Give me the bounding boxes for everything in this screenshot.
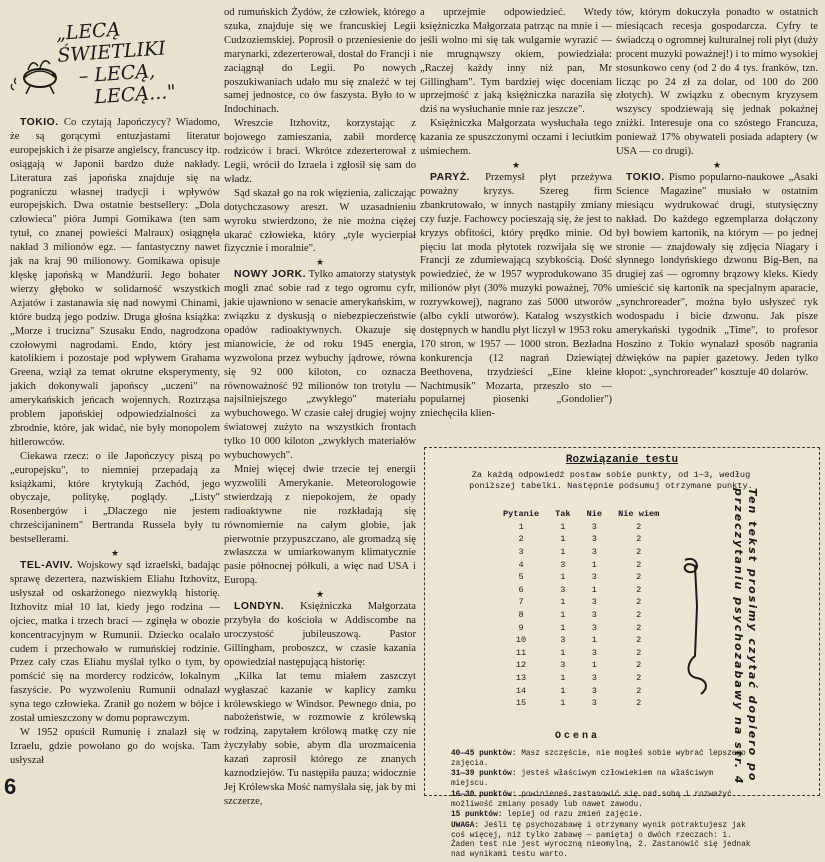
ocena-text: Jeśli tę psychozabawę i otrzymany wynik potraktujesz jak coś więcej, niż tylko zabawę — pamiętaj o dwóch rzeczach: 1. Żaden test nie jest wyroczną nieomylną, 2. Zastanowić się jednak nad wynikami testu warto. (451, 821, 751, 860)
title-line-1: „LECĄ ŚWIETLIKI (55, 18, 167, 67)
paragraph-text: Księżniczka Małgorzata przybyła do kościoła w Addiscombe na uroczystość jubileuszową. Pastor Gillingham, proboszcz, w czasie kazania opowiedział następującą historię: (224, 601, 416, 668)
dateline: TOKIO. (20, 117, 59, 128)
table-row (495, 571, 667, 584)
table-row (495, 521, 667, 534)
table-cell: 2 (636, 597, 642, 608)
article-paragraph (420, 117, 612, 159)
table-header-row (495, 508, 667, 521)
table-cell: 14 (515, 685, 527, 696)
paragraph-text: „Kilka lat temu miałem zaszczyt wygłaszać kazanie w kaplicy zamku królewskiego w Windsor. Pewnego dnia, po nabożeństwie, w rozmowie z królewską rodziną, zapytałem królową matkę czy nie życzyłaby sobie, abym dla urozmaicenia kazań zaprosił którego ze znanych kaznodziejów. Tu następiła pauza; widocznie Jej Królewska Mość namyślała się, jak by mi szczerze, (224, 670, 416, 807)
paragraph-text: Przemysł płyt przeżywa poważny kryzys. Szereg firm zbankrutowało, w innych nastąpiły zmiany czy fuzje. Fachowcy pocieszają się, że jest to kryzys obfitości, który prędko minie. Od pięciu lat moda płytotek rozwijała się we Francji ze zdumiewającą szybkością. Dość powiedzieć, że w 1957 wyprodukowano 35 milionów płyt (30% muzyki poważnej, 70% rozrywkowej), nagrano zaś 5000 utworów (albo cykli utworów). Katalog wszystkich dostępnych w handlu płyt liczył w 1953 roku 170 stron, w 1957 — 1000 stron. Bezładna konkurencja (12 nagrań Dziewiątej Beethovena, trzydzieści „Eine kleine Nachtmusik" Mozarta, przeszło sto — popularnej piosenki „Gondolier") zniechęciła klien- (420, 171, 612, 420)
article-paragraph (224, 463, 416, 588)
table-row (495, 533, 667, 546)
paragraph-text: Wreszcie Itzhovitz, korzystając z bojowego zamieszania, zabił mordercę rodziców i braci. Wkrótce zdezerterował z Legii, wrócił do Izraela i zgłosił się sam do władz. (224, 118, 416, 185)
table-cell: 4 (518, 559, 524, 570)
column-4 (616, 6, 818, 446)
ocena-item (451, 750, 751, 769)
quiz-intro: Za każdą odpowiedź postaw sobie punkty, od 1—3, według poniższej tabelki. Następnie podsumuj otrzymane punkty. (469, 470, 753, 491)
separator-star: ★ (712, 159, 722, 170)
table-cell: 9 (518, 622, 524, 633)
table-cell: 1 (560, 547, 566, 558)
article-paragraph (10, 450, 220, 547)
table-cell: 2 (636, 610, 642, 621)
table-cell: 10 (515, 635, 527, 646)
table-cell: 5 (518, 572, 524, 583)
article-paragraph (616, 171, 818, 380)
article-paragraph (224, 670, 416, 809)
article-paragraph (224, 187, 416, 257)
table-cell: 1 (518, 521, 524, 532)
ocena-title: Ocena (555, 731, 601, 742)
article-paragraph (420, 6, 612, 117)
table-cell: 1 (560, 622, 566, 633)
paragraph-text: a uprzejmie odpowiedzieć. Wtedy księżniczka Małgorzata patrząc na mnie i — jeśli wolno mi się tak wulgarnie wyrazić — nie mrugnąwszy okiem, powiedziała: „Raczej każdy inny niż pan, Mr Gillingham". Tym bardziej więc doceniam uprzejmość z jaką księżniczka naraziła się dziś na wysłuchanie mnie raz jeszcze". (420, 7, 612, 116)
table-cell: 7 (518, 597, 524, 608)
table-row (495, 659, 667, 672)
column-3 (420, 6, 612, 444)
article-paragraph (420, 171, 612, 421)
ocena-item (451, 822, 751, 861)
article-paragraph (10, 116, 220, 450)
article-paragraph (616, 6, 818, 159)
table-cell: 2 (636, 635, 642, 646)
article-paragraph (224, 117, 416, 187)
ocena-text: jesteś właściwym człowiekiem na właściwym miejscu. (451, 770, 714, 789)
table-cell: 1 (560, 647, 566, 658)
table-cell: 3 (591, 521, 597, 532)
table-cell: 13 (515, 673, 527, 684)
separator-star: ★ (315, 589, 325, 600)
table-cell: 2 (636, 660, 642, 671)
table-cell: 3 (591, 673, 597, 684)
column-header: Pytanie (503, 509, 540, 520)
table-row (495, 647, 667, 660)
table-cell: 1 (560, 597, 566, 608)
paragraph-text: Tylko amatorzy statystyk mogli znać sobie rad z tego ogromu cyfr, jakie ujawniono w senacie amerykańskim, w związku z dyskusją o niebezpieczeństwie opadów radioaktywnych. Okazuje się mianowicie, że od roku 1945 energia, wyzwolona przez wybuchy jądrowe, równa się 92 000 kiloton, co oznacza równoważność 92 milionów ton trotylu — najsilniejszego „zwykłego" materiału wybuchowego. W czasie całej drugiej wojny światowej zużyto na wszystkich frontach tylko 10 000 kiloton „zwykłych materiałów wybuchowych". (224, 269, 416, 462)
dateline: PARYŻ. (430, 171, 470, 183)
article-paragraph (10, 559, 220, 726)
dateline: TOKIO. (626, 171, 665, 183)
column-2 (224, 6, 416, 807)
title-line-3: LECĄ..." (93, 80, 177, 109)
table-cell: 1 (560, 698, 566, 709)
ocena-range: 15 punktów: (451, 811, 503, 820)
ocena-range: 16—30 punktów: (451, 790, 517, 799)
table-cell: 3 (591, 534, 597, 545)
table-row (495, 634, 667, 647)
ocena-range: UWAGA: (451, 821, 480, 830)
table-cell: 3 (560, 559, 566, 570)
table-cell: 2 (636, 572, 642, 583)
page-number: 6 (4, 774, 17, 799)
table-row (495, 621, 667, 634)
squiggle-drawing (677, 552, 707, 702)
paragraph-text: Sąd skazał go na rok więzienia, zaliczając dotychczasowy areszt. W uzasadnieniu wyroku stwierdzono, że nie można ciężej ukarać człowieka, który „tyle wycierpiał fizycznie i moralnie". (224, 187, 416, 255)
quiz-title: Rozwiązanie testu (565, 454, 679, 466)
table-cell: 3 (591, 622, 597, 633)
ocena-item (451, 791, 751, 810)
table-cell: 8 (518, 610, 524, 621)
paragraph-text: Księżniczka Małgorzata wysłuchała tego kazania ze spuszczonymi oczami i leciutkim uśmiechem. (420, 118, 612, 158)
column-header: Tak (555, 509, 571, 520)
article-paragraph (224, 268, 416, 463)
table-cell: 1 (560, 673, 566, 684)
section-title (55, 13, 201, 111)
paragraph-text: Mniej więcej dwie trzecie tej energii wyzwolili Amerykanie. Meteorologowie stwierdzają z niepokojem, że opady radioaktywne nie rozkładają się równomiernie na całym globie, jak pierwotnie przypuszczano, ale gromadzą się zwłaszcza w umiarkowanym klimatycznie pasie północnej półkuli, a więc nad USA i Europą. (224, 464, 416, 587)
column-header: Nie (586, 509, 603, 520)
paragraph-text: tów, którym dokuczyła ponadto w ostatnich miesiącach recesja gospodarcza. Cyfry te świadczą o ogromnej kulturalnej roli płyt (duży procent muzyki poważnej!) i to mimo wysokiej stosunkowo ceny (od 2 do 4 tys. franków, tzn. licząc po 24 zł za dolar, od 100 do 200 złotych). W związku z obecnym kryzysem wszyscy spodziewają się jednak pokaźnej zniżki. Interesuje ona co szóstego Francuza, ponieważ 17% obywateli posiada adaptery (w USA — co drugi). (616, 7, 818, 158)
column-1 (10, 6, 220, 796)
table-cell: 2 (518, 534, 524, 545)
paragraph-text: Co czytają Japończycy? Wiadomo, że są gorącymi entuzjastami literatur europejskich i że pisarze angielscy, francuscy itp. osiągają w Japonii bardzo duże nakłady. Literatura zaś japońska znajduje się na pograniczu własnej tradycji i wpływów europejskich. Dwa ostatnie bestsellery: „Dola człowieca" pióra Jumpi Gomikawa (ten sam tytuł, co znanej powieści Malraux) osiągnęła nakład 3 milionów egz. — fantastyczny nawet jak na kraj 90 milionowy. Gomikawa opisuje klęskę japońską w Mandżurii. Jego bohater wierzy głęboko w solidarność wszystkich Azjatów i zastanawia się nad nowymi Chinami, które budzą jego podziw. Druga głośna książka: „Morze i trucizna" Szusaku Endo, nagrodzona czołowymi nagrodami. Endo, który jest katolikiem i pozostaje pod wpływem Grahama Greena, wziął za temat okrutne eksperymenty, jakich dokonywali japońscy „uczeni" na amerykańskich jeńcach wojennych. Roztrząsa problem japońskiej odpowiedzialności za zbrodnie, które, jak widać, nie były monopolem hitlerowców. (10, 117, 220, 448)
ocena-text: powinieneś zastanowić się nad sobą i rozważyć możliwość zmiany posady lub nawet zawodu. (451, 790, 732, 809)
separator-star: ★ (511, 159, 521, 170)
table-cell: 1 (591, 635, 597, 646)
separator-star: ★ (315, 257, 325, 268)
dateline: TEL-AVIV. (20, 560, 73, 572)
table-cell: 2 (636, 559, 642, 570)
table-cell: 3 (591, 597, 597, 608)
table-cell: 2 (636, 534, 642, 545)
table-cell: 3 (591, 647, 597, 658)
table-cell: 2 (636, 647, 642, 658)
article-paragraph (10, 726, 220, 768)
ocena-range: 40—45 punktów: (451, 750, 517, 758)
table-cell: 15 (515, 698, 527, 709)
table-cell: 1 (560, 610, 566, 621)
table-cell: 3 (591, 572, 597, 583)
table-cell: 3 (560, 584, 566, 595)
table-row (495, 609, 667, 622)
table-cell: 2 (636, 698, 642, 709)
ocena-text: Masz szczęście, nie mogłeś sobie wybrać lepszego zajęcia. (451, 750, 746, 768)
table-cell: 3 (591, 698, 597, 709)
paragraph-text: W 1952 opuścił Rumunię i znalazł się w Izraelu, gdzie powołano go do wojska. Tam usłyszał (10, 726, 220, 766)
table-cell: 2 (636, 521, 642, 532)
table-row (495, 596, 667, 609)
scoring-table-body (495, 521, 667, 710)
dateline: LONDYN. (234, 601, 285, 613)
table-row (495, 684, 667, 697)
table-cell: 1 (560, 534, 566, 545)
table-cell: 1 (560, 521, 566, 532)
table-cell: 3 (560, 660, 566, 671)
table-row (495, 584, 667, 597)
table-cell: 2 (636, 584, 642, 595)
ocena-item (451, 770, 751, 789)
table-row (495, 558, 667, 571)
dateline: NOWY JORK. (234, 269, 306, 281)
table-cell: 1 (591, 559, 597, 570)
table-cell: 1 (560, 572, 566, 583)
table-cell: 3 (560, 635, 566, 646)
paragraph-text: Ciekawa rzecz: o ile Japończycy piszą po „europejsku", to niemniej przepadają za książkami, które krytykują Zachód, jego obyczaje, politykę, poglądy. „Listy" Rosenbergów i „Dlaczego nie jestem chrześcijaninem" Bertranda Russela były tu bestsellerami. (10, 450, 220, 546)
article-paragraph (224, 6, 416, 117)
table-cell: 11 (515, 647, 527, 658)
paragraph-text: Pismo popularno-naukowe „Asaki Science Magazine" musiało w ostatnim miesiącu wydrukować drugi, stutysięczny nakład. Do każdego egzemplarza dołączony był bowiem kartonik, na którym — po jednej stronie — znajdowały się zdjęcia Niagary i słynnego londyńskiego dzwonu Big-Ben, na drugiej zaś — ogromny brązowy kleks. Kiedy umieścić się kartonik na specjalnym aparacie, „synchroreader", można było usłyszeć ryk wodospadu i bicie dzwonu. Jak pisze amerykański tygodnik „Time", to profesor Hoszino z Tokio wynalazł sposób nagrania dźwięków na papier gazetowy. Jeden tylko kłopot: „synchroreader" kosztuje 40 dolarów. (616, 171, 818, 378)
table-cell: 12 (515, 660, 527, 671)
ocena-text: lepiej od razu zmień zajęcie. (507, 811, 643, 820)
section-logo (10, 6, 200, 116)
title-line-2: – LECĄ, (78, 60, 156, 88)
table-cell: 3 (591, 685, 597, 696)
table-cell: 3 (591, 610, 597, 621)
side-note: Ten tekst prosimy czytać dopiero po przeczytaniu psychozabawy na str. 4 (732, 488, 759, 786)
table-cell: 2 (636, 622, 642, 633)
paragraph-text: od rumuńskich Żydów, że człowiek, którego szuka, znajduje się we francuskiej Legii Cudzoziemskiej. Poprosił o przeniesienie do marynarki, zdezerterował, dostał do Francji i zaciągnął do Legii. Po nowych poszukiwaniach udało mu się znaleźć w tej samej jednostce, co ów faszysta. Było to w Indochinach. (224, 7, 416, 116)
paragraph-text: Wojskowy sąd izraelski, badając sprawę dezertera, nazwiskiem Eliahu Itzhovitz, usłyszał od oskarżonego niezwykłą historię. Itzhovitz miał 10 lat, kiedy jego rodzina — ojciec, matka i trzech braci — zginęła w obozie koncentracyjnym w Rumunii. Dziecko ocalało cudem i przechowało w rumuńskiej rodzinie. Przez cały czas Eliahu myślał tylko o tym, by pomścić się na mordercy rodziców, lokalnym faszyście. Po wyzwoleniu Rumunii odnalazł syna tego człowieka. Zranił go nożem w bójce i został umieszczony w domu poprawczym. (10, 560, 220, 725)
column-header: Nie wiem (618, 509, 660, 520)
scoring-table (495, 508, 667, 710)
table-cell: 2 (636, 547, 642, 558)
table-row (495, 672, 667, 685)
table-cell: 6 (518, 584, 524, 595)
separator-star: ★ (110, 548, 120, 559)
ocena-item (451, 811, 751, 821)
table-cell: 1 (591, 584, 597, 595)
table-cell: 2 (636, 673, 642, 684)
table-cell: 2 (636, 685, 642, 696)
ocena-range: 31—39 punktów: (451, 770, 517, 779)
table-cell: 1 (560, 685, 566, 696)
test-solution-box (424, 447, 820, 860)
ocena-list (451, 750, 751, 862)
table-row (495, 697, 667, 710)
table-cell: 1 (591, 660, 597, 671)
article-paragraph (224, 600, 416, 670)
table-cell: 3 (591, 547, 597, 558)
table-row (495, 546, 667, 559)
table-cell: 3 (518, 547, 524, 558)
